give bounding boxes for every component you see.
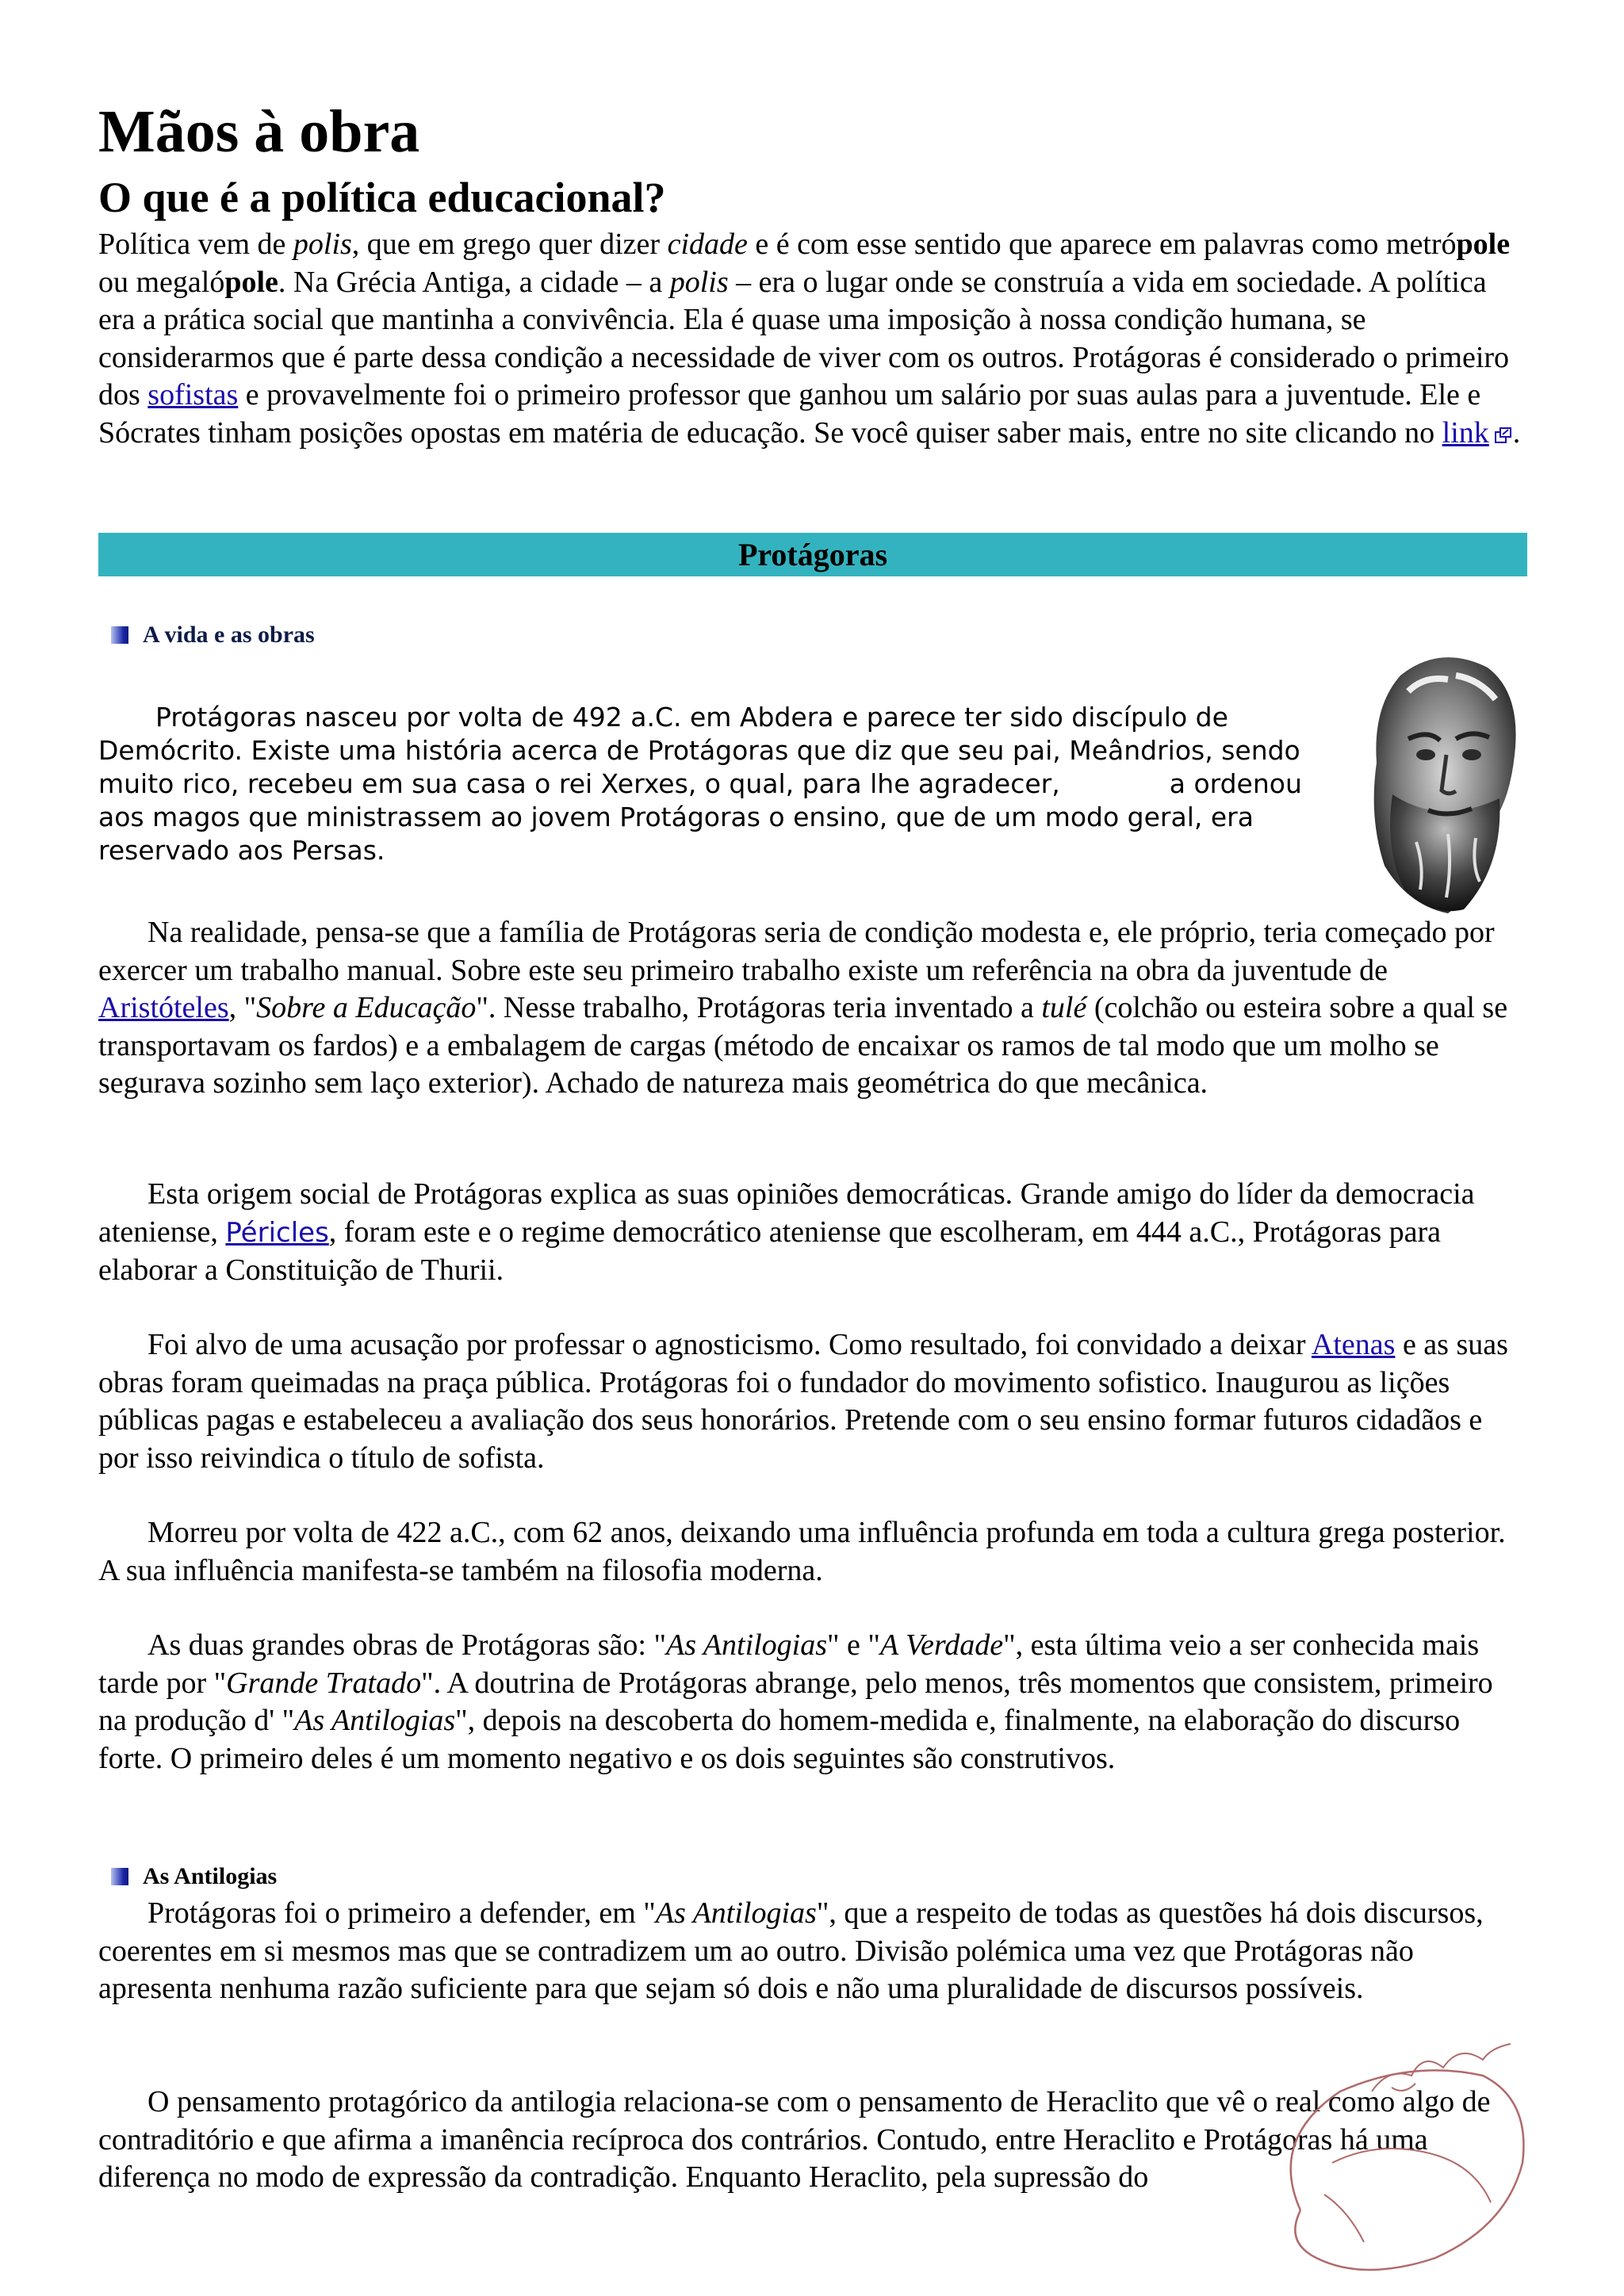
vida-paragraph-6: As duas grandes obras de Protágoras são: "As Antilogias" e "A Verdade", esta última veio a ser conhecida mais tarde por "Grande Tratado". A doutrina de Protágoras abrange, pelo menos, três momentos que consistem, primeiro na produção d' "As Antilogias", depois na descoberta do homem-medida e, finalmente, na elaboração do discurso forte. O primeiro deles é um momento negativo e os dois seguintes são construtivos. (98, 1628, 1493, 1775)
page-title: Mãos à obra (98, 98, 420, 165)
handwritten-stamp (1253, 2020, 1554, 2282)
pericles-link[interactable]: Péricles (225, 1216, 329, 1249)
section-heading-vida: A vida e as obras (111, 622, 315, 649)
vida-paragraph-1: Protágoras nasceu por volta de 492 a.C. em Abdera e parece ter sido discípulo de Demócrito. Existe uma história acerca de Protágoras que diz que seu pai, Meândrios, sendo muito rico, recebeu em sua casa o rei Xerxes, o qual, para lhe agradecer, a ordenou aos magos que ministrassem ao jovem Protágoras o ensino, que de um modo geral, era reservado aos Persas. (98, 702, 1302, 866)
section-banner: Protágoras (98, 533, 1527, 576)
external-link-icon[interactable] (1494, 427, 1513, 444)
vida-paragraph-5: Morreu por volta de 422 a.C., com 62 anos, deixando uma influência profunda em toda a cultura grega posterior. A sua influência manifesta-se também na filosofia moderna. (98, 1516, 1506, 1587)
bullet-square-icon (111, 626, 128, 644)
aristoteles-link[interactable]: Aristóteles (98, 991, 229, 1024)
bullet-square-icon (111, 1868, 128, 1885)
section-heading-antilogias: As Antilogias (111, 1863, 277, 1890)
page-subtitle: O que é a política educacional? (98, 174, 666, 221)
protagoras-bust-image (1353, 644, 1529, 920)
vida-paragraph-4: Foi alvo de uma acusação por professar o agnosticismo. Como resultado, foi convidado a deixar Atenas e as suas obras foram queimadas na praça pública. Protágoras foi o fundador do movimento sofistico. Inaugurou as lições públicas pagas e estabeleceu a avaliação dos seus honorários. Pretende com o seu ensino formar futuros cidadãos e por isso reivindica o título de sofista. (98, 1328, 1508, 1475)
atenas-link[interactable]: Atenas (1311, 1328, 1396, 1361)
antilogias-paragraph-2: O pensamento protagórico da antilogia relaciona-se com o pensamento de Heraclito que vê o real como algo de contraditório e que afirma a imanência recíproca dos contrários. Contudo, entre Heraclito e Protágoras há uma diferença no modo de expressão da contradição. Enquanto Heraclito, pela supressão do (98, 2085, 1491, 2194)
vida-paragraph-3: Esta origem social de Protágoras explica as suas opiniões democráticas. Grande amigo do líder da democracia ateniense, Péricles, foram este e o regime democrático ateniense que escolheram, em 444 a.C., Protágoras para elaborar a Constituição de Thurii. (98, 1177, 1475, 1287)
sofistas-link[interactable]: sofistas (147, 378, 239, 411)
antilogias-paragraph-1: Protágoras foi o primeiro a defender, em "As Antilogias", que a respeito de todas as questões há dois discursos, coerentes em si mesmos mas que se contradizem um ao outro. Divisão polémica uma vez que Protágoras não apresenta nenhuma razão suficiente para que sejam só dois e não uma pluralidade de discursos possíveis. (98, 1896, 1484, 2005)
intro-paragraph: Política vem de polis, que em grego quer dizer cidade e é com esse sentido que aparece em palavras como metrópole ou megalópole. Na Grécia Antiga, a cidade – a polis – era o lugar onde se construía a vida em sociedade. A política era a prática social que mantinha a convivência. Ela é quase uma imposição à nossa condição humana, se considerarmos que é parte dessa condição a necessidade de viver com os outros. Protágoras é considerado o primeiro dos sofistas e provavelmente foi o primeiro professor que ganhou um salário por suas aulas para a juventude. Ele e Sócrates tinham posições opostas em matéria de educação. Se você quiser saber mais, entre no site clicando no link . (98, 228, 1521, 450)
external-site-link[interactable]: link (1442, 415, 1489, 450)
vida-paragraph-2: Na realidade, pensa-se que a família de Protágoras seria de condição modesta e, ele próprio, teria começado por exercer um trabalho manual. Sobre este seu primeiro trabalho existe um referência na obra da juventude de Aristóteles, "Sobre a Educação". Nesse trabalho, Protágoras teria inventado a tulé (colchão ou esteira sobre a qual se transportavam os fardos) e a embalagem de cargas (método de encaixar os ramos de tal modo que um molho se segurava sozinho sem laço exterior). Achado de natureza mais geométrica do que mecânica. (98, 916, 1508, 1100)
